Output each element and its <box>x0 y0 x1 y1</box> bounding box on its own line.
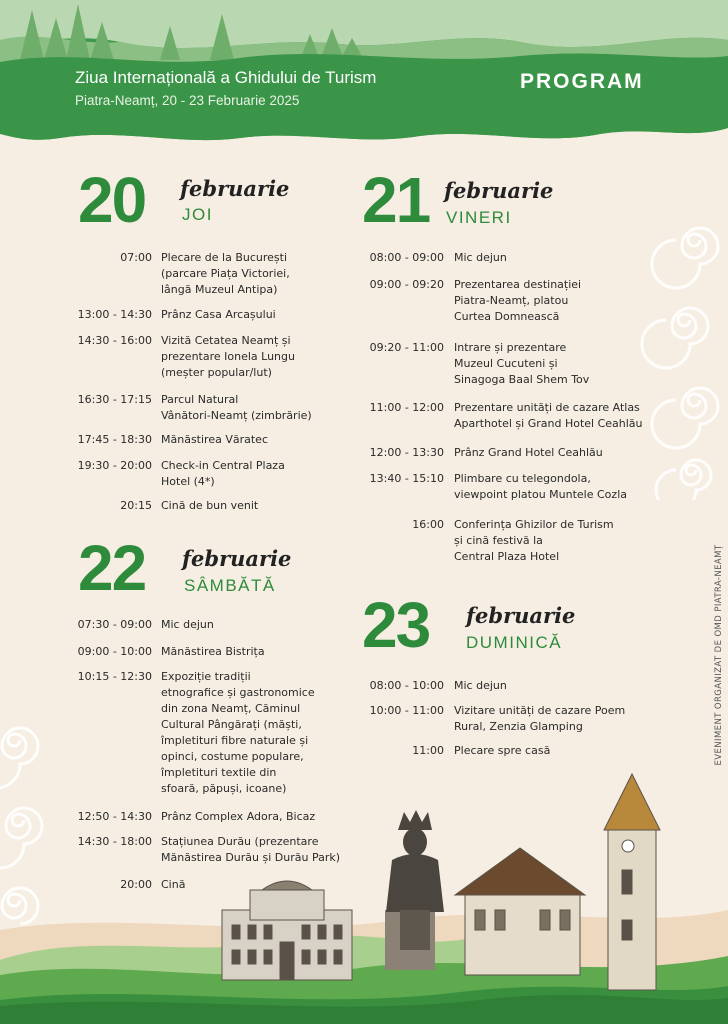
day-weekday: DUMINICĂ <box>466 633 563 652</box>
schedule-desc: Mic dejun <box>161 618 214 631</box>
schedule-desc: Vizitare unități de cazare Poem Rural, Zenzia Glamping <box>454 704 626 733</box>
schedule-time: 19:30 - 20:00 <box>77 459 152 472</box>
schedule-desc: Mănăstirea Bistrița <box>161 645 265 658</box>
schedule-time: 13:00 - 14:30 <box>77 308 152 321</box>
schedule-row <box>62 644 362 669</box>
schedule-time: 09:00 - 10:00 <box>77 645 152 658</box>
schedule-desc: Mic dejun <box>454 679 507 692</box>
schedule-row <box>62 498 362 518</box>
schedule-row <box>62 250 362 307</box>
header-banner <box>0 0 728 150</box>
schedule-row <box>350 678 650 703</box>
schedule-time: 12:50 - 14:30 <box>77 810 152 823</box>
schedule-desc: Parcul Natural Vânători-Neamț (zimbrărie) <box>161 393 312 422</box>
schedule-desc: Plecare spre casă <box>454 744 551 757</box>
schedule-time: 16:00 <box>412 518 444 531</box>
schedule-row <box>350 277 650 340</box>
schedule-time: 11:00 - 12:00 <box>369 401 444 414</box>
schedule-row <box>350 340 650 400</box>
schedule-time: 13:40 - 15:10 <box>369 472 444 485</box>
day-number: 22 <box>78 532 146 604</box>
program-label: PROGRAM <box>520 70 644 93</box>
schedule-row <box>350 400 650 445</box>
schedule-day-21 <box>350 250 650 567</box>
day-month: februarie <box>180 176 290 201</box>
event-subtitle: Piatra-Neamț, 20 - 23 Februarie 2025 <box>75 93 300 108</box>
schedule-time: 12:00 - 13:30 <box>369 446 444 459</box>
schedule-row <box>350 471 650 517</box>
palace-building <box>222 881 352 980</box>
day-weekday: SÂMBĂTĂ <box>184 576 276 595</box>
schedule-desc: Mănăstirea Văratec <box>161 433 268 446</box>
schedule-desc: Prezentarea destinației Piatra-Neamț, platou Curtea Domnească <box>454 278 582 323</box>
schedule-row <box>62 432 362 458</box>
landmarks-illustration <box>0 760 728 1024</box>
schedule-desc: Mic dejun <box>454 251 507 264</box>
schedule-time: 16:30 - 17:15 <box>77 393 152 406</box>
schedule-desc: Plecare de la București (parcare Piața Victoriei, lângă Muzeul Antipa) <box>161 251 290 296</box>
day-weekday: JOI <box>182 205 213 224</box>
day-number: 23 <box>362 589 430 661</box>
day-number: 20 <box>78 164 146 236</box>
schedule-desc: Plimbare cu telegondola, viewpoint platou Muntele Cozla <box>454 472 627 501</box>
schedule-desc: Prânz Casa Arcașului <box>161 308 276 321</box>
schedule-row <box>350 445 650 471</box>
schedule-row <box>350 703 650 743</box>
schedule-desc: Vizită Cetatea Neamț și prezentare Ionela Lungu (meșter popular/lut) <box>161 334 295 379</box>
schedule-desc: Conferința Ghizilor de Turism și cină festivă la Central Plaza Hotel <box>454 518 614 563</box>
schedule-row <box>62 333 362 392</box>
church-building <box>455 848 585 975</box>
schedule-row <box>62 617 362 644</box>
schedule-time: 08:00 - 09:00 <box>369 251 444 264</box>
organizer-text: EVENIMENT ORGANIZAT DE OMD PIATRA-NEAMȚ <box>714 544 724 766</box>
day-number: 21 <box>362 164 430 236</box>
schedule-row <box>62 392 362 432</box>
schedule-row <box>350 517 650 567</box>
schedule-desc: Intrare și prezentare Muzeul Cucuteni și Sinagoga Baal Shem Tov <box>454 341 590 386</box>
schedule-time: 08:00 - 10:00 <box>369 679 444 692</box>
schedule-time: 11:00 <box>412 744 444 757</box>
day-weekday: VINERI <box>446 208 512 227</box>
schedule-day-20 <box>62 250 362 518</box>
schedule-time: 20:15 <box>120 499 152 512</box>
event-title: Ziua Internațională a Ghidului de Turism <box>75 68 377 87</box>
schedule-desc: Prezentare unități de cazare Atlas Aparthotel și Grand Hotel Ceahlău <box>454 401 643 430</box>
schedule-day-23 <box>350 678 650 763</box>
schedule-time: 20:00 <box>120 878 152 891</box>
schedule-desc: Prânz Grand Hotel Ceahlău <box>454 446 603 459</box>
schedule-time: 10:15 - 12:30 <box>77 670 152 683</box>
schedule-time: 09:20 - 11:00 <box>369 341 444 354</box>
tower <box>604 774 660 990</box>
schedule-row <box>62 458 362 498</box>
schedule-time: 09:00 - 09:20 <box>369 278 444 291</box>
schedule-time: 17:45 - 18:30 <box>77 433 152 446</box>
schedule-desc: Check-in Central Plaza Hotel (4*) <box>161 459 285 488</box>
schedule-time: 10:00 - 11:00 <box>369 704 444 717</box>
schedule-row <box>62 307 362 333</box>
organizer-credit <box>709 520 723 800</box>
day-month: februarie <box>182 546 292 571</box>
schedule-desc: Stațiunea Durău (prezentare Mănăstirea Durău și Durău Park) <box>161 835 341 864</box>
schedule-row <box>350 250 650 277</box>
day-month: februarie <box>444 178 554 203</box>
schedule-time: 07:30 - 09:00 <box>77 618 152 631</box>
day-month: februarie <box>466 603 576 628</box>
schedule-desc: Expoziție tradiții etnografice și gastronomice din zona Neamț, Căminul Cultural Pângărați (măști, împletituri fibre naturale și opinci, costume populare, împletituri textile din sfoară, păpuși, icoane) <box>161 670 315 795</box>
schedule-desc: Cină de bun venit <box>161 499 259 512</box>
schedule-desc: Prânz Complex Adora, Bicaz <box>161 810 316 823</box>
schedule-time: 14:30 - 18:00 <box>77 835 152 848</box>
schedule-time: 14:30 - 16:00 <box>77 334 152 347</box>
schedule-desc: Cină <box>161 878 186 891</box>
schedule-time: 07:00 <box>120 251 152 264</box>
